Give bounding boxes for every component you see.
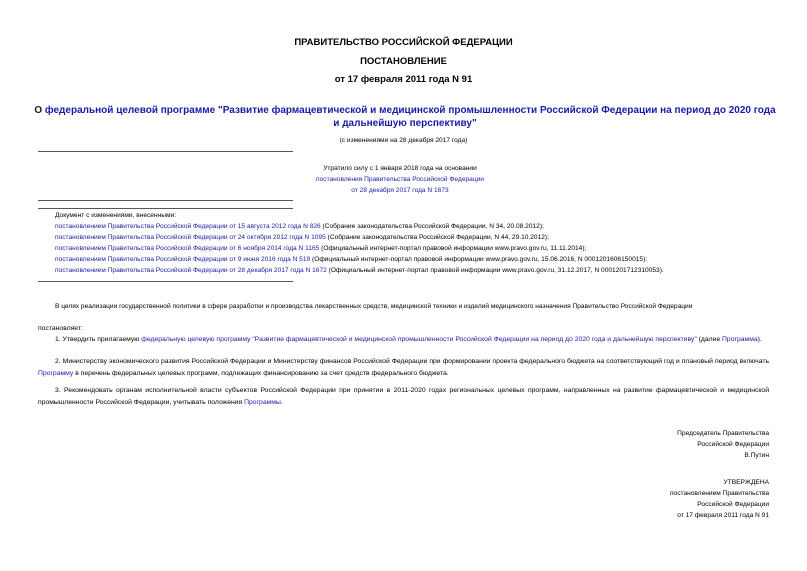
signature-country: Российской Федерации (697, 441, 769, 448)
decides-word: постановляет: (38, 325, 83, 332)
divider (38, 200, 293, 201)
title-program-link[interactable]: федеральной целевой программе "Развитие фармацевтической и медицинской промышленности Российской Федерации на период до 2020 года и дальнейшую перспективу" (44, 105, 776, 129)
document-date-number: от 17 февраля 2011 года N 91 (334, 74, 473, 85)
amendment-link[interactable]: постановлением Правительства Российской Федерации от 9 июня 2016 года N 519 (55, 256, 311, 263)
preamble: В целях реализации государственной политики в сфере разработки и производства лекарственных средств, медицинской техники и изделий медицинского назначения Правительство Российской Федерации (55, 303, 693, 310)
divider (38, 281, 293, 282)
amendment-source: (Официальный интернет-портал правовой информации www.pravo.gov.ru, 11.11.2014); (319, 245, 587, 252)
amendment-link[interactable]: постановлением Правительства Российской Федерации от 6 ноября 2014 года N 1165 (55, 245, 320, 252)
amendments-intro: Документ с изменениями, внесенными: (55, 212, 177, 219)
amendment-item (55, 221, 544, 232)
program-link[interactable]: федеральную целевую программу "Развитие фармацевтической и медицинской промышленности Российской Федерации на период до 2020 года и дальнейшую перспективу" (141, 336, 697, 343)
approved-by: постановлением Правительства (669, 490, 769, 497)
changes-note: (с изменениями на 28 декабря 2017 года) (339, 137, 468, 144)
expired-decree-link[interactable]: постановления Правительства Российской Федерации (316, 176, 484, 183)
expired-link-line-2[interactable] (270, 174, 530, 185)
document-title (30, 104, 780, 130)
amendment-link[interactable]: постановлением Правительства Российской Федерации от 15 августа 2012 года N 826 (55, 223, 321, 230)
program-short-link[interactable]: Программа (722, 336, 758, 343)
divider (38, 208, 293, 209)
amendment-link[interactable]: постановлением Правительства Российской Федерации от 24 октября 2012 года N 1095 (55, 234, 326, 241)
amendment-item (55, 243, 586, 254)
program-link-3[interactable]: Программы (244, 398, 281, 406)
government-heading: ПРАВИТЕЛЬСТВО РОССИЙСКОЙ ФЕДЕРАЦИИ (294, 37, 513, 48)
approved-date: от 17 февраля 2011 года N 91 (677, 512, 769, 519)
paragraph-3: 3. Рекомендовать органам исполнительной власти субъектов Российской Федерации при принятии в 2011-2020 годах региональных целевых программ, направленных на развитие фармацевтической и медицинской промышленности Российской Федерации, учитывать положения Программы. (38, 387, 769, 406)
amendment-source: (Собрание законодательства Российской Федерации, N 34, 20.08.2012); (320, 223, 544, 230)
amendment-item (55, 232, 549, 243)
amendment-item (55, 254, 647, 265)
signature-name: В.Путин (744, 452, 769, 459)
amendment-item (55, 265, 664, 276)
expired-line-1: Утратило силу с 1 января 2018 года на основании (323, 165, 477, 172)
title-prefix: О (34, 105, 45, 116)
paragraph-1: 1. Утвердить прилагаемую федеральную целевую программу "Развитие фармацевтической и медицинской промышленности Российской Федерации на период до 2020 года и дальнейшую перспективу" (далее Программа). (55, 336, 762, 343)
approved-label: УТВЕРЖДЕНА (723, 479, 769, 486)
document-type: ПОСТАНОВЛЕНИЕ (360, 56, 447, 67)
expired-link-line-3[interactable] (270, 185, 530, 196)
signature-position: Председатель Правительства (677, 430, 769, 437)
expired-decree-date-link[interactable]: от 28 декабря 2017 года N 1673 (351, 187, 449, 194)
divider (38, 151, 293, 152)
amendment-source: (Официальный интернет-портал правовой информации www.pravo.gov.ru, 31.12.2017, N 0001201712310053). (326, 267, 664, 274)
amendment-source: (Собрание законодательства Российской Федерации, N 44, 29.10.2012); (325, 234, 549, 241)
amendment-link[interactable]: постановлением Правительства Российской Федерации от 28 декабря 2017 года N 1672 (55, 267, 327, 274)
approved-country: Российской Федерации (697, 501, 769, 508)
paragraph-2: 2. Министерству экономического развития Российской Федерации и Министерству финансов Российской Федерации при формировании проекта федерального бюджета на соответствующий год и плановый период включать Программу в перечень федеральных целевых программ, подлежащих финансированию за счет средств федерального бюджета. (38, 358, 769, 377)
amendment-source: (Официальный интернет-портал правовой информации www.pravo.gov.ru, 15.06.2016, N 0001201606150015); (310, 256, 648, 263)
program-link-2[interactable]: Программу (38, 369, 74, 377)
